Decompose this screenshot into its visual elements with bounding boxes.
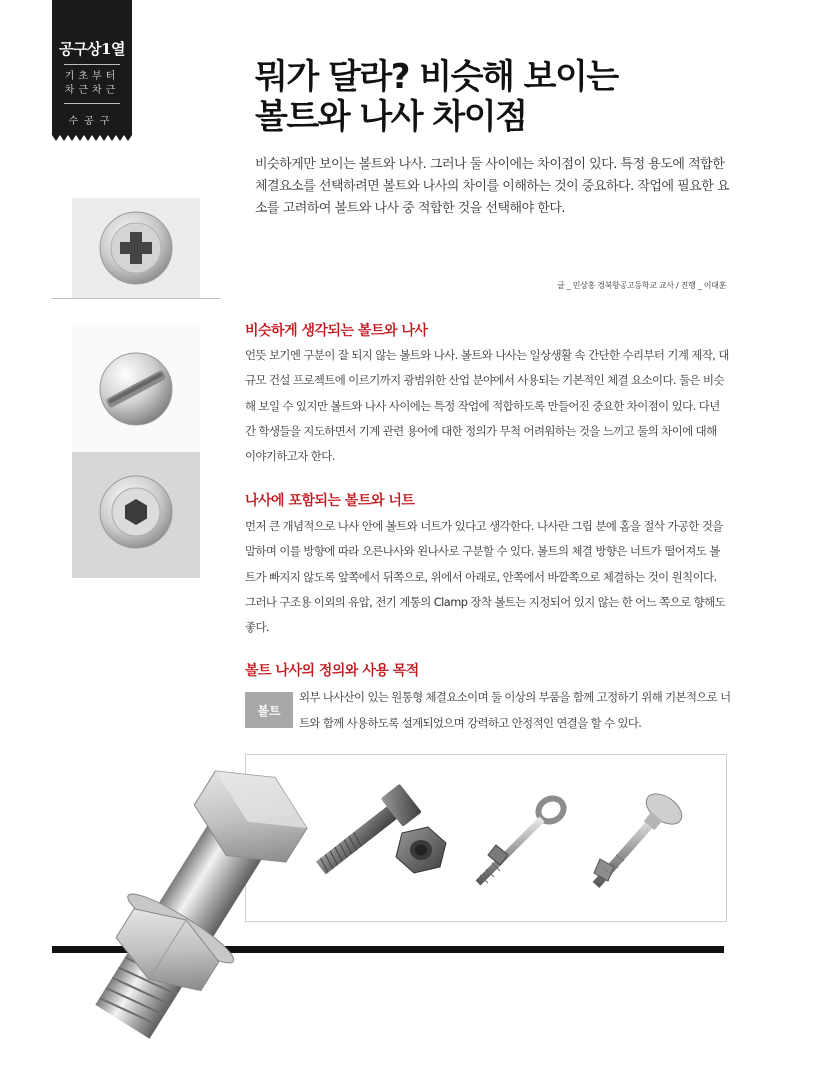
slotted-screw-head-icon [98,351,174,427]
hex-socket-screw-panel [72,452,200,578]
lead-paragraph: 비슷하게만 보이는 볼트와 나사. 그러나 둘 사이에는 차이점이 있다. 특정 용도에 적합한 체결요소를 선택하려면 볼트와 나사의 차이를 이해하는 것이 중요하다. 작업에 필요한 요소를 고려하여 볼트와 나사 중 적합한 것을 선택해야 한다. [255,157,730,216]
byline: 글 _ 민상홍 경북항공고등학교 교사 / 진행 _ 이대훈 [557,281,726,290]
section-heading-similar: 비슷하게 생각되는 볼트와 나사 [245,323,428,339]
title-line-2: 볼트와 나사 차이점 [255,97,527,137]
title-line-1: 뭐가 달라? 비슷해 보이는 [255,57,618,97]
definition-term-tag: 볼트 [245,692,293,728]
hex-nut-image [396,827,446,873]
series-subtitle-1: 기초부터 [64,71,120,82]
hex-socket-screw-head-icon [98,474,174,550]
series-category: 수공구 [68,116,116,127]
slotted-screw-panel [72,327,200,452]
large-bolt-illustration [36,760,336,1080]
section-body-bolt-nut: 먼저 큰 개념적으로 나사 안에 볼트와 너트가 있다고 생각한다. 나사란 그립 분에 홈을 절삭 가공한 것을 말하며 이를 방향에 따라 오른나사와 왼나사로 구분할 수 있다. 볼트의 체결 방향은 너트가 떨어져도 볼트가 빠지지 않도록 앞쪽에서 뒤쪽으로, 위에서 아래로, 안쪽에서 바깥쪽으로 체결하는 것이 원칙이다. 그러나 구조용 이외의 유압, 전기 계통의 Clamp 장착 볼트는 지정되어 있지 않는 한 어느 쪽으로 향해도 좋다. [245,519,726,635]
section-body-similar: 언뜻 보기엔 구분이 잘 되지 않는 볼트와 나사. 볼트와 나사는 일상생활 속 간단한 수리부터 기계 제작, 대규모 건설 프로젝트에 이르기까지 광범위한 산업 분야에서 사용되는 기본적인 체결 요소이다. 둘은 비슷해 보일 수 있지만 볼트와 나사 사이에는 특정 작업에 적합하도록 만들어진 중요한 차이점이 있다. 다년간 학생들을 지도하면서 기계 관련 용어에 대한 정의가 무척 어려워하는 것을 느끼고 둘의 차이에 대해 이야기하고자 한다. [245,348,729,464]
carriage-bolt-image [594,788,687,885]
left-rule [52,298,220,299]
phillips-screw-head-icon [98,210,174,286]
phillips-screw-panel [72,198,200,298]
badge-divider [64,64,120,65]
series-badge [52,0,132,135]
series-subtitle-2: 차근차근 [64,85,120,96]
badge-zigzag-edge [52,133,132,143]
definition-text: 외부 나사산이 있는 원통형 체결요소이며 둘 이상의 부품을 함께 고정하기 위해 기본적으로 너트와 함께 사용하도록 설계되었으며 강력하고 안정적인 연결을 할 수 있다. [299,690,731,730]
badge-divider [64,103,120,104]
page-title [255,57,775,137]
eye-bolt-image [478,794,568,883]
section-heading-bolt-nut: 나사에 포함되는 볼트와 너트 [245,493,415,509]
series-title: 공구상1열 [59,40,125,58]
section-heading-definition: 볼트 나사의 정의와 사용 목적 [245,663,419,679]
